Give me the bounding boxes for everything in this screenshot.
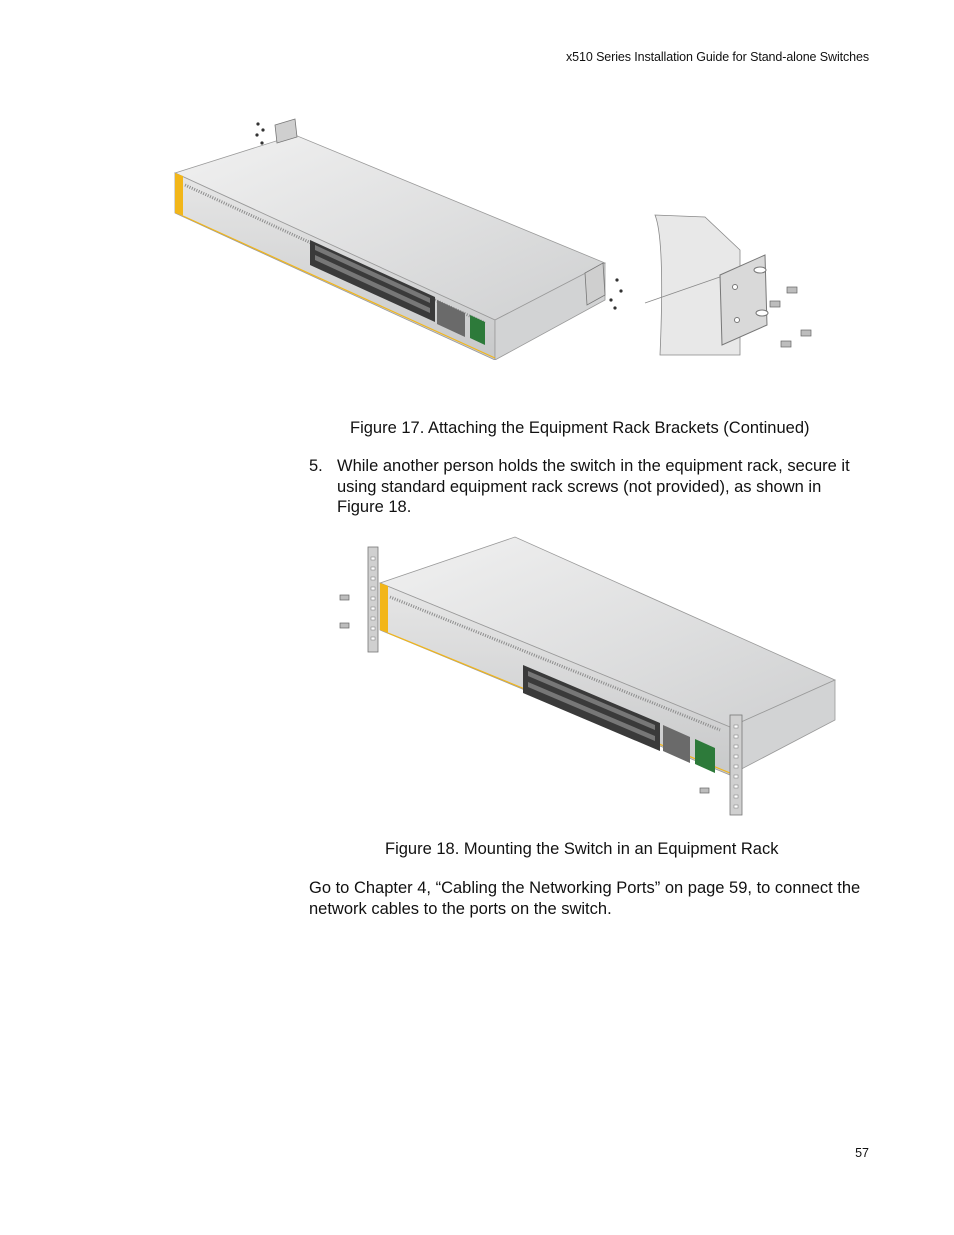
closing-paragraph: Go to Chapter 4, “Cabling the Networking Ports” on page 59, to connect the network cables to the ports on the switch. — [309, 879, 861, 918]
figure-18-illustration — [335, 535, 845, 820]
brand-strip — [175, 173, 183, 216]
brand-strip — [380, 583, 388, 633]
screws-detail — [770, 287, 811, 347]
detail-inset — [645, 215, 811, 355]
page-number: 57 — [855, 1146, 869, 1160]
step-5 — [309, 456, 869, 518]
step-number: 5. — [309, 457, 323, 475]
step-text: While another person holds the switch in the equipment rack, secure it using standard equipment rack screws (not provided), as shown in Figure 18. — [337, 457, 850, 516]
figure-18-caption: Figure 18. Mounting the Switch in an Equipment Rack — [385, 840, 779, 858]
figure-17-illustration — [165, 115, 865, 360]
screws-rear — [255, 122, 264, 144]
running-header: x510 Series Installation Guide for Stand-alone Switches — [565, 50, 869, 64]
screws-front — [609, 278, 622, 309]
figure-17-caption: Figure 17. Attaching the Equipment Rack Brackets (Continued) — [350, 419, 810, 437]
